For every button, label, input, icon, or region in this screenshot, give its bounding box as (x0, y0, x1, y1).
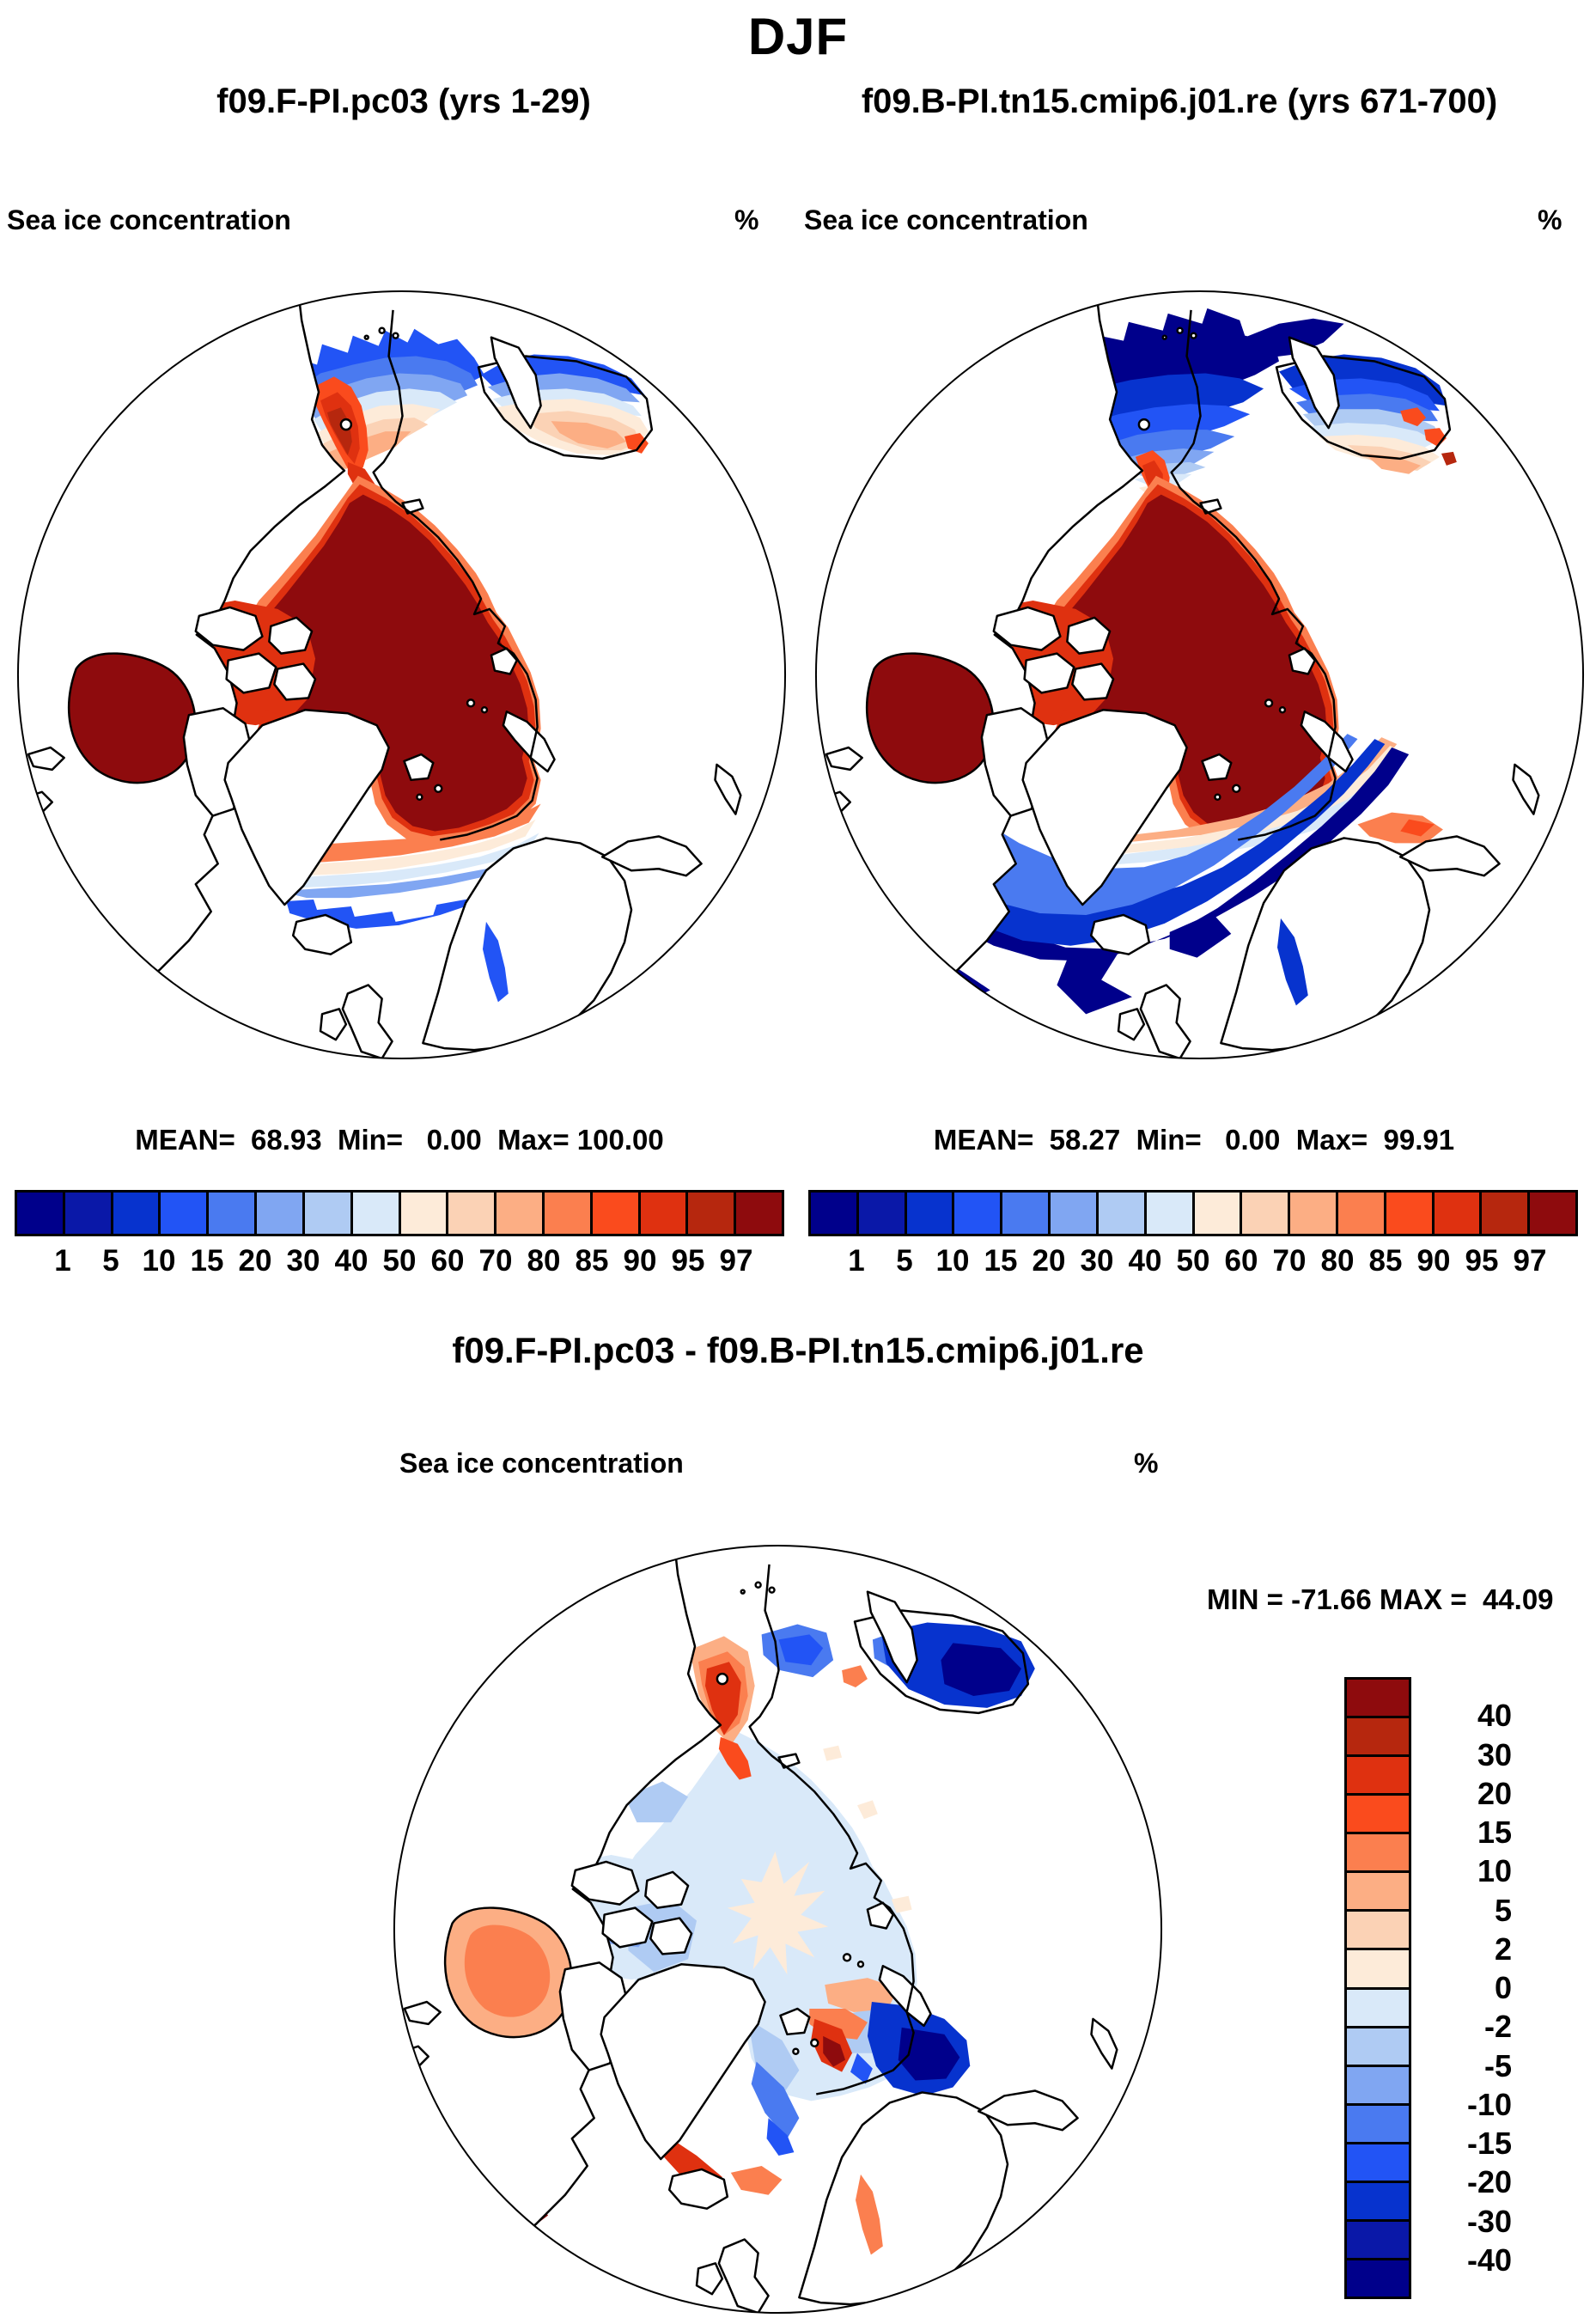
colorbar-left-ticks: 1 5 10 15 20 30 40 50 60 70 80 85 90 95 97 (54, 1244, 753, 1278)
colorbar-diff-ticks: 40 30 20 15 10 5 2 0 -2 -5 -10 -15 -20 -30 -40 (1466, 1698, 1512, 2278)
stats-right: MEAN= 58.27 Min= 0.00 Max= 99.91 (933, 1124, 1455, 1156)
units-left: % (734, 204, 759, 235)
diff-minmax: MIN = -71.66 MAX = 44.09 (1207, 1583, 1554, 1615)
page-title: DJF (747, 8, 849, 65)
diff-title: f09.F-PI.pc03 - f09.B-PI.tn15.cmip6.j01.re (452, 1330, 1144, 1370)
colorbar-right (808, 1190, 1578, 1236)
field-label-right: Sea ice concentration (804, 204, 1088, 235)
map-panel-right (811, 286, 1588, 1064)
diff-field-label: Sea ice concentration (399, 1448, 684, 1479)
map-panel-diff (389, 1540, 1167, 2318)
subtitle-right: f09.B-PI.tn15.cmip6.j01.re (yrs 671-700) (861, 82, 1498, 120)
stats-left: MEAN= 68.93 Min= 0.00 Max= 100.00 (135, 1124, 664, 1156)
colorbar-diff (1344, 1677, 1411, 2299)
colorbar-right-ticks: 1 5 10 15 20 30 40 50 60 70 80 85 90 95 97 (848, 1244, 1547, 1278)
field-label-left: Sea ice concentration (7, 204, 291, 235)
units-right: % (1538, 204, 1562, 235)
diff-units: % (1134, 1448, 1159, 1479)
subtitle-left: f09.F-PI.pc03 (yrs 1-29) (216, 82, 591, 120)
colorbar-left (15, 1190, 784, 1236)
map-panel-left (13, 286, 790, 1064)
